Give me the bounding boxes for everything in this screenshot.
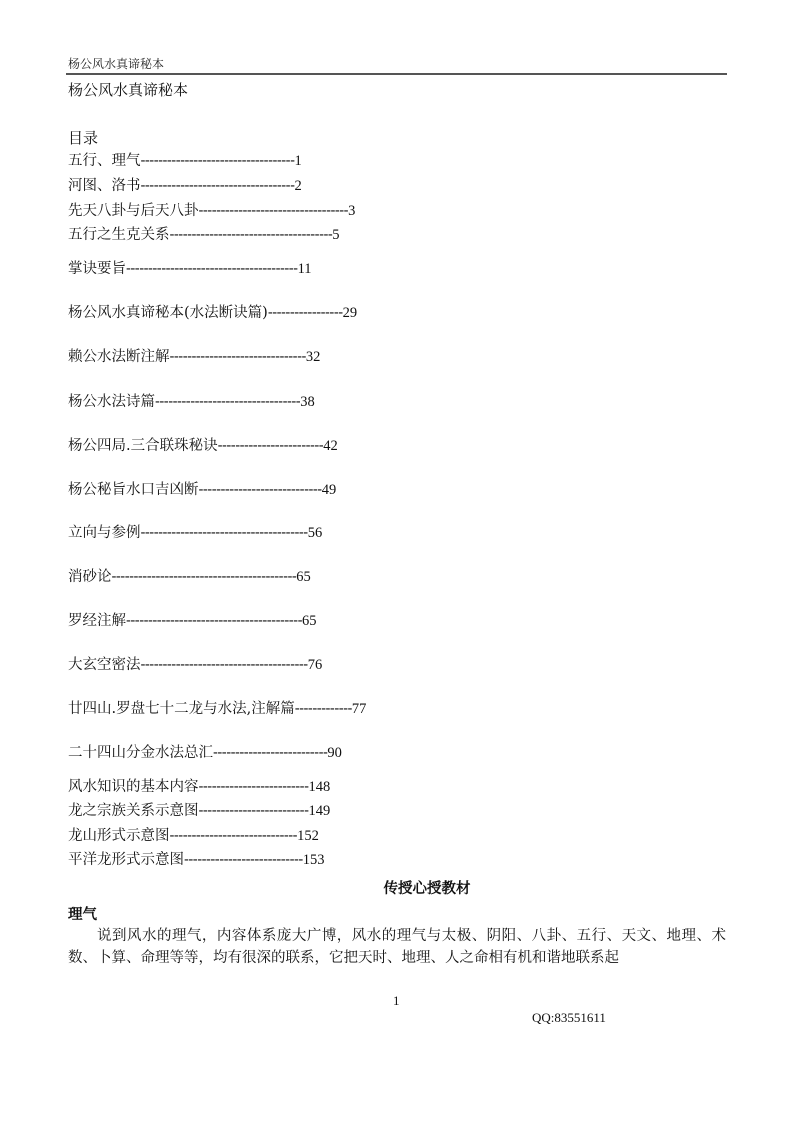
toc-entry-page: 90 [327, 745, 342, 761]
toc-leader-dashes: ------------------------ [217, 438, 324, 454]
toc-entry-page: 152 [297, 828, 319, 844]
toc-entry[interactable] [68, 827, 319, 845]
toc-entry[interactable] [68, 437, 338, 455]
toc-leader-dashes: ----------------- [267, 305, 343, 321]
toc-leader-dashes: ----------------------------- [169, 828, 298, 844]
toc-entry-label: 杨公风水真谛秘本(水法断诀篇) [68, 305, 268, 321]
toc-entry-label: 立向与参例 [68, 525, 141, 541]
toc-entry-page: 149 [308, 803, 331, 819]
toc-heading: 目录 [68, 129, 99, 147]
toc-entry[interactable] [68, 226, 340, 244]
toc-entry-label: 杨公秘旨水口吉凶断 [68, 482, 199, 498]
toc-entry-page: 65 [301, 613, 317, 629]
toc-entry-page: 49 [321, 482, 337, 498]
toc-entry-label: 廿四山.罗盘七十二龙与水法,注解篇 [68, 701, 295, 717]
toc-entry[interactable] [68, 568, 311, 586]
toc-entry-label: 消砂论 [68, 569, 112, 585]
toc-entry[interactable] [68, 744, 342, 762]
toc-entry-page: 42 [323, 438, 338, 454]
toc-entry-page: 76 [307, 657, 323, 673]
toc-leader-dashes: ------------------------- [198, 803, 309, 819]
toc-entry[interactable] [68, 802, 330, 820]
toc-leader-dashes: ------------------------- [198, 779, 309, 795]
toc-leader-dashes: ------------------------------------------ [111, 569, 297, 585]
toc-leader-dashes: ----------------------------------- [140, 153, 295, 169]
toc-entry-label: 二十四山分金水法总汇 [68, 745, 213, 761]
toc-entry-label: 先天八卦与后天八卦 [68, 203, 199, 219]
toc-entry-page: 11 [297, 261, 312, 277]
footer-contact: QQ:83551611 [532, 1010, 606, 1025]
toc-entry[interactable] [68, 152, 302, 170]
toc-entry-page: 5 [332, 227, 340, 243]
toc-entry-page: 1 [294, 153, 302, 169]
toc-entry[interactable] [68, 778, 330, 796]
toc-entry-label: 平洋龙形式示意图 [68, 852, 184, 868]
subsection-heading: 理气 [68, 907, 97, 923]
toc-entry-page: 77 [351, 701, 367, 717]
toc-entry[interactable] [68, 524, 322, 542]
toc-entry[interactable] [68, 612, 316, 630]
toc-entry[interactable] [68, 202, 355, 220]
toc-entry-label: 龙之宗族关系示意图 [68, 803, 199, 819]
toc-entry-page: 38 [300, 394, 315, 410]
toc-leader-dashes: ---------------------------- [198, 482, 322, 498]
toc-entry-label: 杨公四局.三合联珠秘诀 [68, 438, 218, 454]
toc-leader-dashes: -------------------------- [213, 745, 328, 761]
toc-leader-dashes: --------------------------------------- [126, 261, 298, 277]
toc-entry-page: 56 [307, 525, 323, 541]
toc-entry-label: 龙山形式示意图 [68, 828, 170, 844]
toc-entry-label: 大玄空密法 [68, 657, 141, 673]
toc-entry-page: 148 [308, 779, 331, 795]
toc-entry-page: 153 [302, 852, 325, 868]
header-divider [66, 73, 727, 75]
toc-entry[interactable] [68, 700, 366, 718]
toc-leader-dashes: --------------------------- [184, 852, 303, 868]
toc-entry-page: 29 [342, 305, 358, 321]
toc-entry[interactable] [68, 393, 315, 411]
toc-entry-page: 65 [296, 569, 311, 585]
toc-entry[interactable] [68, 656, 322, 674]
toc-entry-label: 罗经注解 [68, 613, 126, 629]
document-title: 杨公风水真谛秘本 [68, 81, 189, 99]
toc-leader-dashes: ---------------------------------------- [126, 613, 302, 629]
toc-entry-label: 五行、理气 [68, 153, 141, 169]
toc-entry[interactable] [68, 481, 336, 499]
toc-leader-dashes: ------------------------------------- [169, 227, 333, 243]
toc-entry-page: 32 [305, 349, 321, 365]
toc-entry[interactable] [68, 177, 302, 195]
toc-entry-label: 杨公水法诗篇 [68, 394, 155, 410]
toc-leader-dashes: -------------------------------------- [140, 657, 308, 673]
toc-entry[interactable] [68, 260, 312, 278]
toc-entry[interactable] [68, 851, 325, 869]
toc-leader-dashes: ------------- [294, 701, 352, 717]
toc-entry-label: 掌诀要旨 [68, 261, 126, 277]
toc-entry-label: 赖公水法断注解 [68, 349, 170, 365]
running-header: 杨公风水真谛秘本 [68, 57, 165, 71]
toc-entry[interactable] [68, 348, 320, 366]
toc-leader-dashes: ----------------------------------- [140, 178, 295, 194]
page-number: 1 [393, 993, 400, 1008]
toc-entry-label: 五行之生克关系 [68, 227, 170, 243]
toc-entry-label: 河图、洛书 [68, 178, 141, 194]
toc-entry[interactable] [68, 304, 357, 322]
toc-leader-dashes: ---------------------------------- [198, 203, 349, 219]
toc-entry-label: 风水知识的基本内容 [68, 779, 199, 795]
body-paragraph: 说到风水的理气，内容体系庞大广博，风水的理气与太极、阴阳、八卦、五行、天文、地理、术数、卜算、命理等等，均有很深的联系，它把天时、地理、人之命相有机和谐地联系起 [68, 928, 726, 966]
toc-leader-dashes: ------------------------------- [169, 349, 306, 365]
toc-entry-page: 2 [294, 178, 302, 194]
toc-entry-page: 3 [348, 203, 356, 219]
toc-leader-dashes: --------------------------------- [155, 394, 301, 410]
toc-leader-dashes: -------------------------------------- [140, 525, 308, 541]
section-title: 传授心授教材 [383, 881, 471, 897]
